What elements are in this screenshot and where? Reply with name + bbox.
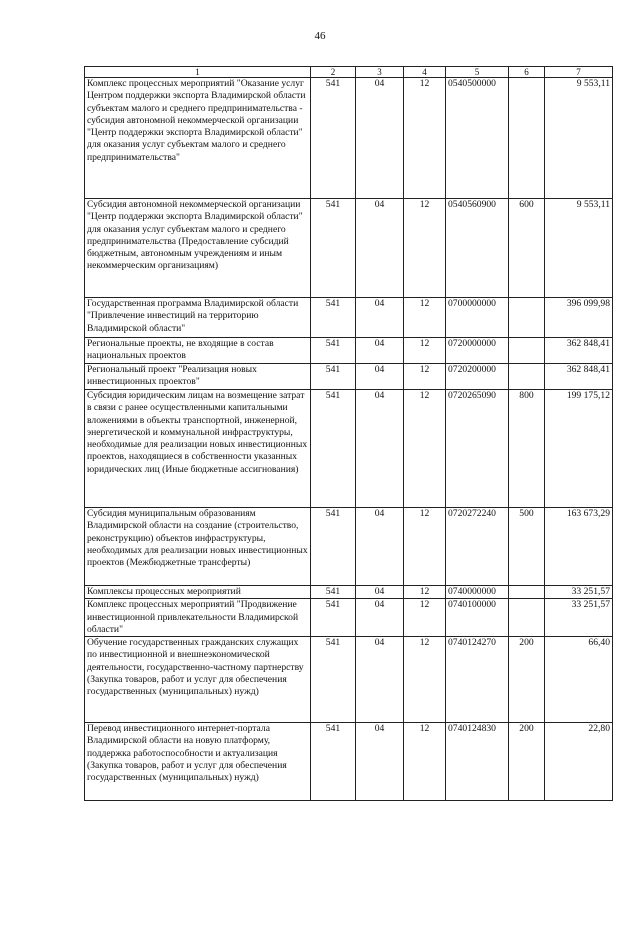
row-vr [509,586,545,599]
row-vedomstvo: 541 [311,637,356,723]
row-vedomstvo: 541 [311,199,356,298]
row-razdel: 04 [356,199,404,298]
row-csr: 0740124270 [446,637,509,723]
row-vedomstvo: 541 [311,298,356,338]
row-vedomstvo: 541 [311,390,356,508]
row-name: Перевод инвестиционного интернет-портала Владимирской области на новую платформу, поддержка работоспособности и актуализация (Закупка товаров, работ и услуг для обеспечения государственных (муниципальных) нужд) [85,723,311,801]
row-sum: 22,80 [545,723,613,801]
row-name: Обучение государственных гражданских служащих по инвестиционной и внешнеэкономической деятельности, государственно-частному партнерству (Закупка товаров, работ и услуг для обеспечения государственных (муниципальных) нужд) [85,637,311,723]
table-row [85,338,613,364]
row-podrazdel: 12 [404,508,446,586]
header-cell: 1 [85,67,311,78]
budget-table [84,66,613,801]
table-row [85,298,613,338]
row-name: Региональный проект "Реализация новых инвестиционных проектов" [85,364,311,390]
table-row [85,723,613,801]
row-podrazdel: 12 [404,298,446,338]
row-vr [509,78,545,199]
row-sum: 66,40 [545,637,613,723]
row-razdel: 04 [356,723,404,801]
table-row [85,364,613,390]
row-sum: 33 251,57 [545,586,613,599]
row-vedomstvo: 541 [311,508,356,586]
row-vr [509,338,545,364]
row-name: Субсидия юридическим лицам на возмещение затрат в связи с ранее осуществленными капитальными вложениями в объекты транспортной, инженерной, энергетической и коммунальной инфраструктуры, необходимые для реализации новых инвестиционных проектов, находящиеся в собственности указанных юридических лиц (Иные бюджетные ассигнования) [85,390,311,508]
table-row [85,390,613,508]
row-podrazdel: 12 [404,390,446,508]
row-csr: 0720000000 [446,338,509,364]
row-podrazdel: 12 [404,78,446,199]
table-row [85,637,613,723]
row-vedomstvo: 541 [311,364,356,390]
row-csr: 0540500000 [446,78,509,199]
row-vr [509,298,545,338]
header-cell: 5 [446,67,509,78]
row-sum: 33 251,57 [545,599,613,637]
table-row [85,599,613,637]
row-razdel: 04 [356,338,404,364]
row-vr: 600 [509,199,545,298]
table-row [85,586,613,599]
row-sum: 199 175,12 [545,390,613,508]
row-vr: 200 [509,723,545,801]
row-csr: 0720272240 [446,508,509,586]
row-podrazdel: 12 [404,723,446,801]
row-podrazdel: 12 [404,364,446,390]
row-razdel: 04 [356,298,404,338]
row-podrazdel: 12 [404,599,446,637]
row-name: Региональные проекты, не входящие в состав национальных проектов [85,338,311,364]
row-razdel: 04 [356,586,404,599]
row-vr [509,364,545,390]
row-vedomstvo: 541 [311,599,356,637]
row-razdel: 04 [356,78,404,199]
row-name: Субсидия муниципальным образованиям Владимирской области на создание (строительство, реконструкцию) объектов инфраструктуры, необходимых для реализации новых инвестиционных проектов (Межбюджетные трансферты) [85,508,311,586]
header-cell: 3 [356,67,404,78]
row-name: Комплекс процессных мероприятий "Продвижение инвестиционной привлекательности Владимирской области" [85,599,311,637]
row-csr: 0540560900 [446,199,509,298]
row-name: Субсидия автономной некоммерческой организации "Центр поддержки экспорта Владимирской области" для оказания услуг субъектам малого и среднего предпринимательства (Предоставление субсидий бюджетным, автономным учреждениям и иным некоммерческим организациям) [85,199,311,298]
row-sum: 9 553,11 [545,78,613,199]
row-sum: 362 848,41 [545,338,613,364]
row-csr: 0740124830 [446,723,509,801]
row-vr: 800 [509,390,545,508]
row-sum: 163 673,29 [545,508,613,586]
row-csr: 0720265090 [446,390,509,508]
table-header-row [85,67,613,78]
header-cell: 7 [545,67,613,78]
row-podrazdel: 12 [404,586,446,599]
row-csr: 0720200000 [446,364,509,390]
header-cell: 2 [311,67,356,78]
row-sum: 9 553,11 [545,199,613,298]
row-podrazdel: 12 [404,637,446,723]
row-vr: 500 [509,508,545,586]
row-vr [509,599,545,637]
header-cell: 6 [509,67,545,78]
row-razdel: 04 [356,508,404,586]
row-razdel: 04 [356,599,404,637]
row-name: Комплексы процессных мероприятий [85,586,311,599]
row-name: Комплекс процессных мероприятий "Оказание услуг Центром поддержки экспорта Владимирской области субъектам малого и среднего предпринимательства - субсидия автономной некоммерческой организации "Центр поддержки экспорта Владимирской области" для оказания услуг субъектам малого и среднего предпринимательства" [85,78,311,199]
row-csr: 0740000000 [446,586,509,599]
row-csr: 0740100000 [446,599,509,637]
table-row [85,508,613,586]
header-cell: 4 [404,67,446,78]
table-row [85,78,613,199]
row-razdel: 04 [356,637,404,723]
row-vedomstvo: 541 [311,338,356,364]
row-csr: 0700000000 [446,298,509,338]
row-name: Государственная программа Владимирской области "Привлечение инвестиций на территорию Владимирской области" [85,298,311,338]
row-razdel: 04 [356,364,404,390]
row-sum: 396 099,98 [545,298,613,338]
row-vedomstvo: 541 [311,723,356,801]
row-sum: 362 848,41 [545,364,613,390]
page-number: 46 [314,30,326,42]
row-podrazdel: 12 [404,199,446,298]
row-vedomstvo: 541 [311,586,356,599]
table-row [85,199,613,298]
row-razdel: 04 [356,390,404,508]
row-vr: 200 [509,637,545,723]
row-vedomstvo: 541 [311,78,356,199]
row-podrazdel: 12 [404,338,446,364]
